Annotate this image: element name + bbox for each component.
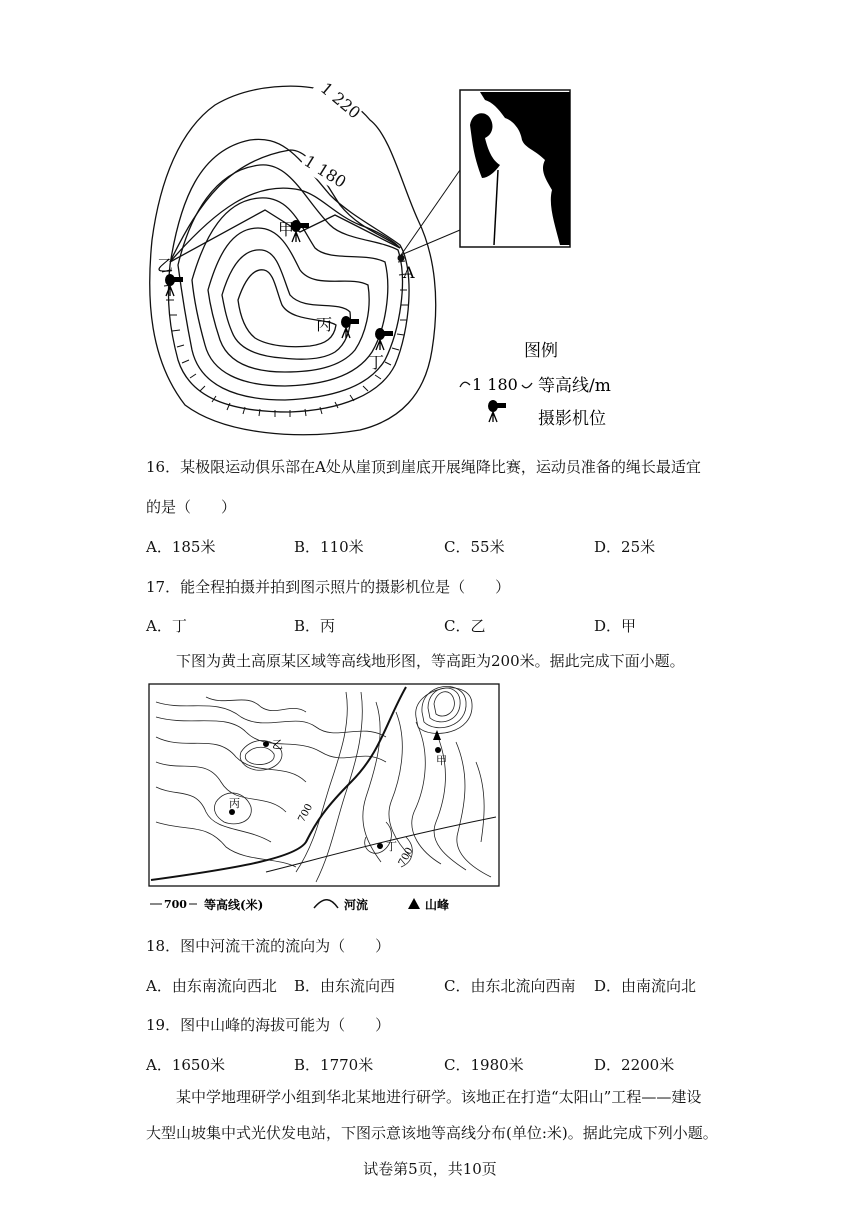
- q17-option-b[interactable]: B．丙: [294, 617, 336, 635]
- intro-paragraph-3-line1: 某中学地理研学小组到华北某地进行研学。该地正在打造“太阳山”工程——建设: [176, 1088, 702, 1106]
- q16-option-c[interactable]: C．55米: [444, 538, 505, 556]
- point-bing-label-2: 丙: [229, 797, 240, 810]
- legend2-peak-text: 山峰: [425, 898, 450, 912]
- point-ding-marker-2: [377, 843, 383, 849]
- contour-inner-5: [238, 270, 336, 347]
- question-19: 19．图中山峰的海拔可能为（ ）: [146, 1016, 391, 1034]
- contour-inner-3: [208, 228, 369, 372]
- legend2-contour-sample: 700: [164, 898, 187, 911]
- q19-option-b[interactable]: B．1770米: [294, 1056, 374, 1074]
- contour-map-figure-2: [146, 682, 506, 916]
- intro-paragraph-2: 下图为黄土高原某区域等高线地形图，等高距为200米。据此完成下面小题。: [176, 652, 685, 670]
- q16-option-b[interactable]: B．110米: [294, 538, 364, 556]
- q16-option-d[interactable]: D．25米: [594, 538, 656, 556]
- question-16-line1: 16．某极限运动俱乐部在A处从崖顶到崖底开展绳降比赛，运动员准备的绳长最适宜: [146, 458, 701, 476]
- legend-camera-text: 摄影机位: [538, 409, 606, 429]
- legend-camera-icon: [488, 400, 506, 422]
- legend2-contour-text: 等高线(米): [204, 898, 264, 912]
- intro-paragraph-3-line2: 大型山坡集中式光伏发电站，下图示意该地等高线分布(单位:米)。据此完成下列小题。: [146, 1124, 718, 1142]
- point-jia-label-2: 甲: [436, 754, 447, 767]
- contour-inner-4: [222, 250, 350, 359]
- contour-map-figure-1: [0, 0, 860, 440]
- page-footer: 试卷第5页，共10页: [363, 1160, 497, 1178]
- point-a-marker: [398, 255, 405, 262]
- question-18: 18．图中河流干流的流向为（ ）: [146, 937, 391, 955]
- q19-option-d[interactable]: D．2200米: [594, 1056, 675, 1074]
- q17-option-c[interactable]: C．乙: [444, 617, 486, 635]
- contour-label-700-a: 700: [296, 802, 316, 825]
- point-jia-label: 甲: [278, 220, 295, 239]
- legend-contour-text: 等高线/m: [538, 376, 611, 396]
- point-ding-label-2: 丁: [386, 840, 397, 853]
- point-bing-label: 丙: [316, 315, 333, 334]
- point-yi-label-2: 乙: [272, 738, 283, 751]
- q17-option-a[interactable]: A．丁: [146, 617, 187, 635]
- point-jia-marker-2: [435, 747, 441, 753]
- q18-option-d[interactable]: D．由南流向北: [594, 977, 697, 995]
- point-yi-marker-2: [263, 741, 269, 747]
- contour-label-1180: 1 180: [300, 151, 350, 192]
- point-yi-label: 乙: [157, 256, 174, 275]
- q19-option-a[interactable]: A．1650米: [146, 1056, 226, 1074]
- q16-option-a[interactable]: A．185米: [146, 538, 216, 556]
- contour-1220: [150, 86, 436, 434]
- point-a-label: A: [403, 263, 415, 282]
- legend2-peak-icon: [408, 898, 420, 909]
- contour-label-700-b: 700: [396, 845, 416, 868]
- q18-option-b[interactable]: B．由东流向西: [294, 977, 396, 995]
- q18-option-c[interactable]: C．由东北流向西南: [444, 977, 576, 995]
- point-ding-label: 丁: [368, 353, 385, 372]
- legend-title: 图例: [524, 341, 558, 361]
- q17-option-d[interactable]: D．甲: [594, 617, 637, 635]
- contour-label-1220: 1 220: [316, 78, 365, 123]
- legend2-river-text: 河流: [344, 898, 369, 912]
- legend-contour-sample: 1 180: [472, 375, 518, 394]
- question-17: 17．能全程拍摄并拍到图示照片的摄影机位是（ ）: [146, 578, 511, 596]
- legend2-river-icon: [314, 900, 338, 908]
- cliff-photo-inset: [460, 90, 570, 247]
- q18-option-a[interactable]: A．由东南流向西北: [146, 977, 277, 995]
- question-16-line2: 的是（ ）: [146, 498, 237, 516]
- q19-option-c[interactable]: C．1980米: [444, 1056, 524, 1074]
